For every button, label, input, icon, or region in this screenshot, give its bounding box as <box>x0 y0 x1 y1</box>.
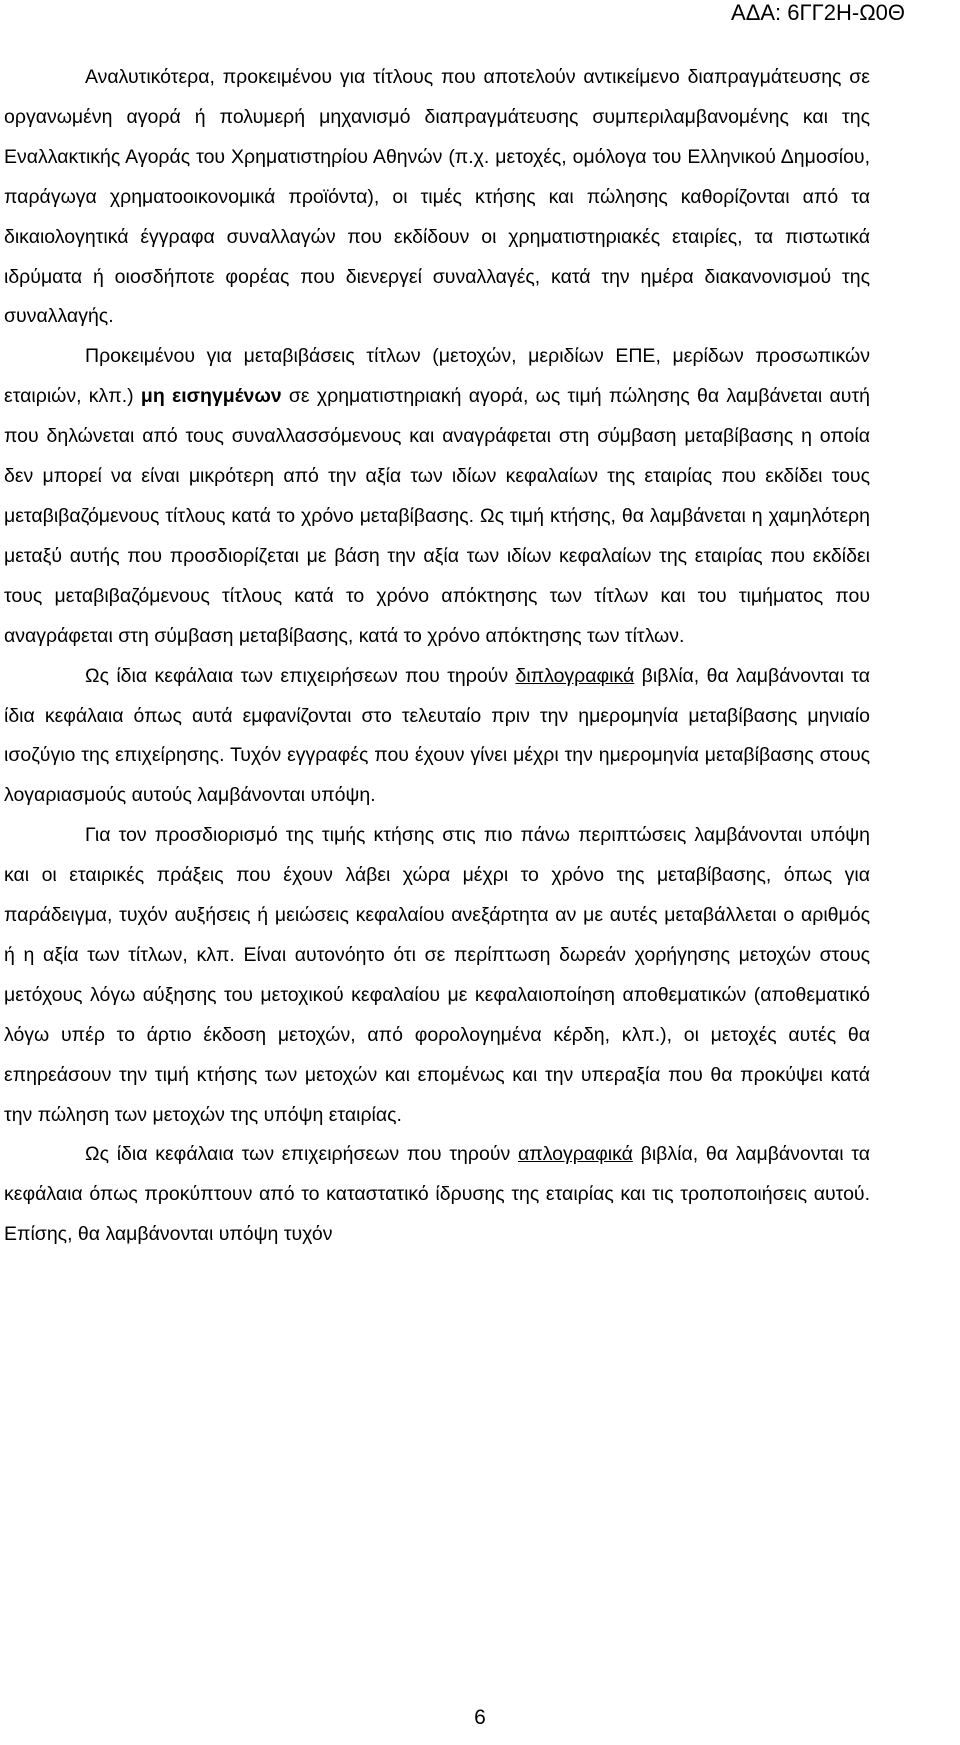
bold-emphasis: μη εισηγμένων <box>140 385 282 408</box>
document-body <box>4 58 870 1255</box>
paragraph-text: Ως ίδια κεφάλαια των επιχειρήσεων που τηρούν <box>85 1143 518 1166</box>
paragraph-text: Ως ίδια κεφάλαια των επιχειρήσεων που τηρούν <box>85 664 516 687</box>
underlined-emphasis: διπλογραφικά <box>515 664 635 687</box>
paragraph-text: Προκειμένου για μεταβιβάσεις τίτλων (μετοχών, μεριδίων ΕΠΕ, μερίδων προσωπικών εταιριών, κλπ.) <box>4 345 870 408</box>
paragraph-listed-securities: Αναλυτικότερα, προκειμένου για τίτλους που αποτελούν αντικείμενο διαπραγμάτευσης σε οργανωμένη αγορά ή πολυμερή μηχανισμό διαπραγμάτευσης συμπεριλαμβανομένης και της Εναλλακτικής Αγοράς του Χρηματιστηρίου Αθηνών (π.χ. μετοχές, ομόλογα του Ελληνικού Δημοσίου, παράγωγα χρηματοοικονομικά προϊόντα), οι τιμές κτήσης και πώλησης καθορίζονται από τα δικαιολογητικά έγγραφα συναλλαγών που εκδίδουν οι χρηματιστηριακές εταιρίες, τα πιστωτικά ιδρύματα ή οιοσδήποτε φορέας που διενεργεί συναλλαγές, κατά την ημέρα διακανονισμού της συναλλαγής. <box>4 66 870 328</box>
paragraph-corporate-actions: Για τον προσδιορισμό της τιμής κτήσης στις πιο πάνω περιπτώσεις λαμβάνονται υπόψη και οι εταιρικές πράξεις που έχουν λάβει χώρα μέχρι το χρόνο της μεταβίβασης, όπως για παράδειγμα, τυχόν αυξήσεις ή μειώσεις κεφαλαίου ανεξάρτητα αν με αυτές μεταβάλλεται ο αριθμός ή η αξία των τίτλων, κλπ. Είναι αυτονόητο ότι σε περίπτωση δωρεάν χορήγησης μετοχών στους μετόχους λόγω αύξησης του μετοχικού κεφαλαίου με κεφαλαιοποίηση αποθεματικών (αποθεματικό λόγω υπέρ το άρτιο έκδοση μετοχών, από φορολογημένα κέρδη, κλπ.), οι μετοχές αυτές θα επηρεάσουν την τιμή κτήσης των μετοχών και επομένως και την υπεραξία που θα προκύψει κατά την πώληση των μετοχών της υπόψη εταιρίας. <box>4 824 870 1126</box>
paragraph-text: σε χρηματιστηριακή αγορά, ως τιμή πώλησης θα λαμβάνεται αυτή που δηλώνεται από τους συναλλασσόμενους και αναγράφεται στη σύμβαση μεταβίβασης η οποία δεν μπορεί να είναι μικρότερη από την αξία των ιδίων κεφαλαίων της εταιρίας που εκδίδει τους μεταβιβαζόμενους τίτλους κατά το χρόνο μεταβίβασης. Ως τιμή κτήσης, θα λαμβάνεται η χαμηλότερη μεταξύ αυτής που προσδιορίζεται με βάση την αξία των ιδίων κεφαλαίων της εταιρίας που εκδίδει τους μεταβιβαζόμενους τίτλους κατά το χρόνο απόκτησης των τίτλων και του τιμήματος που αναγράφεται στη σύμβαση μεταβίβασης, κατά το χρόνο απόκτησης των τίτλων. <box>4 385 870 647</box>
underlined-emphasis: απλογραφικά <box>517 1143 633 1166</box>
paragraph-text: βιβλία, θα λαμβάνονται τα ίδια κεφάλαια όπως αυτά εμφανίζονται στο τελευταίο πριν την ημερομηνία μεταβίβασης μηνιαίο ισοζύγιο της επιχείρησης. Τυχόν εγγραφές που έχουν γίνει μέχρι την ημερομηνία μεταβίβασης στους λογαριασμούς αυτούς λαμβάνονται υπόψη. <box>4 664 870 807</box>
paragraph-text: βιβλία, θα λαμβάνονται τα κεφάλαια όπως προκύπτουν από το καταστατικό ίδρυσης της εταιρίας και τις τροποποιήσεις αυτού. Επίσης, θα λαμβάνονται υπόψη τυχόν <box>4 1143 870 1246</box>
paragraph-unlisted-securities <box>4 337 870 656</box>
document-code: ΑΔΑ: 6ΓΓ2Η-Ω0Θ <box>731 0 905 25</box>
paragraph-single-entry-books <box>4 1135 870 1255</box>
page-number: 6 <box>474 1706 486 1729</box>
paragraph-double-entry-books <box>4 657 870 817</box>
